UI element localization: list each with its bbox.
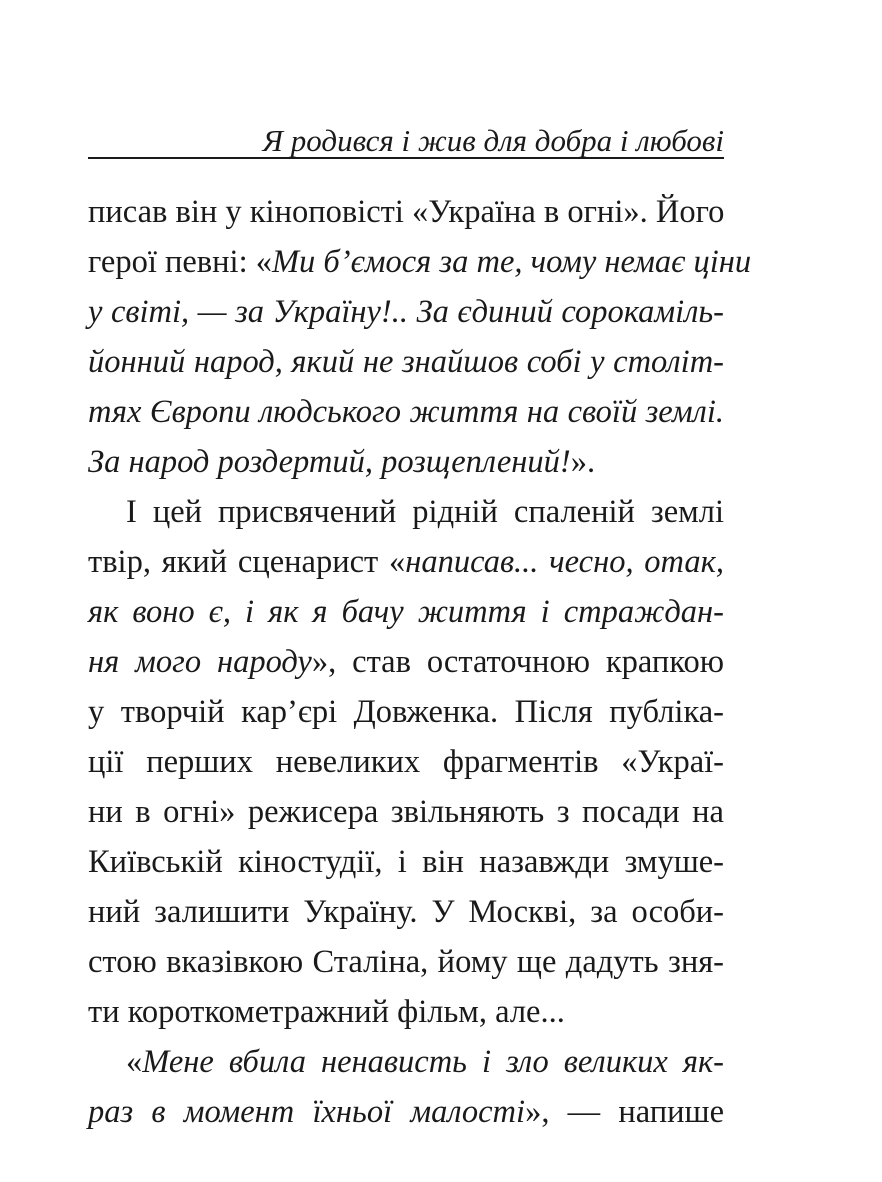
text-line: стою вказівкою Сталіна, йому ще дадуть зня- [88,944,724,980]
text-line: герої певні: «Ми б’ємося за те, чому немає ціни [88,244,752,280]
running-header: Я родився і жив для добра і любові [262,123,724,158]
text-line: як воно є, і як я бачу життя і страждан- [88,594,724,630]
paragraph-start-line: «Мене вбила ненависть і зло великих як- [126,1044,724,1080]
paragraph-start-line: І цей присвячений рідній спаленій землі [126,494,724,530]
text-line: тях Європи людського життя на своїй землі. [88,394,724,430]
text-line: ний залишити Україну. У Москві, за особи- [88,894,724,930]
text-line: раз в момент їхньої малості», — напише [88,1094,724,1130]
text-line: ня мого народу», став остаточною крапкою [88,644,724,680]
text-line: у творчій кар’єрі Довженка. Після публіка- [88,694,724,730]
text-line: йонний народ, який не знайшов собі у століт- [88,344,724,380]
text-line: ції перших невеликих фрагментів «Украї- [88,744,724,780]
text-line: у світі, — за Україну!.. За єдиний сорокаміль- [88,294,724,330]
text-line: ни в огні» режисера звільняють з посади на [88,794,724,830]
text-line: Київській кіностудії, і він назавжди змуше- [88,844,724,880]
text-line: писав він у кіноповісті «Україна в огні». Його [88,194,725,230]
text-line: твір, який сценарист «написав... чесно, отак, [88,544,724,580]
text-line: За народ роздертий, розщеплений!». [88,444,596,480]
text-line: ти короткометражний фільм, але... [88,994,565,1030]
header-rule [88,157,724,159]
